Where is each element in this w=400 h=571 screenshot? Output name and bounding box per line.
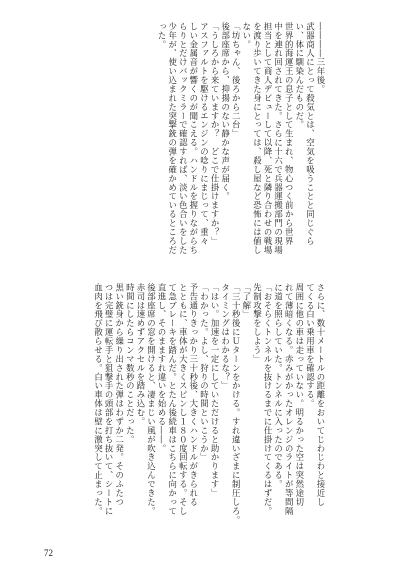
- text-line: さらに、数十メートルの距離をおいてじわじわと接近し: [316, 283, 326, 507]
- text-line: 「了解」: [241, 283, 252, 319]
- text-line: 後部座席の窓を開けると、凄まじい風が吹き込んできた。: [146, 283, 157, 516]
- text-line: つは完璧に運転手と狙撃手の頭部を打ち抜いて、シートに: [104, 283, 115, 516]
- text-line: 担当として商人デビューして以降、死と隣り合わせの戦場: [263, 22, 274, 255]
- text-line: った。: [157, 22, 168, 49]
- text-line: い、体に馴染んだものだ。: [294, 22, 305, 130]
- text-line: てくる白い乗用車を確認する。: [305, 283, 316, 409]
- text-line: 血肉を飛び散らせる。白い車体は壁に激突して止まった。: [93, 283, 104, 516]
- lower-text-block: [93, 283, 326, 531]
- text-line: 「はい。加速を一定にしていただけると助かります」: [210, 283, 221, 498]
- page-number: 72: [44, 548, 53, 558]
- text-line: 直進し、そのまますれ違いを始める――。: [157, 283, 168, 453]
- text-line: 「うしろから来ていますか？ どこで仕掛けますか？」: [210, 22, 221, 246]
- text-line: 赤司は速めずアクセルを踏み込む。: [135, 283, 146, 427]
- text-line: 予告通りきっかり三十秒後、大きくハンドルがきられる: [188, 283, 199, 507]
- text-line: 先制攻撃をしよう」: [252, 283, 263, 364]
- text-line: れて薄暗くなる。赤みがかったオレンジのライトが等間隔: [284, 283, 295, 516]
- text-line: ない。: [241, 22, 252, 49]
- text-line: 「わかった。よし、狩りの時間といこうか」: [199, 283, 210, 462]
- text-line: アスファルトを駆けるエンジンの唸りにまじって、重々: [199, 22, 210, 246]
- text-line: とともに、車体が大きくスピンし１８０度回転する。そし: [178, 283, 189, 516]
- upper-text-block: [157, 22, 327, 265]
- text-line: 中を連れ回されてきた。さらに十六で兵器運搬部門の現場: [273, 22, 284, 255]
- text-line: 後部座席から、抑揚のない静かな声が届く。: [220, 22, 231, 201]
- text-line: 世界的海運王の息子として生まれ、物心つく前から世界: [284, 22, 295, 246]
- text-line: に道を照らしていた。トンネルに入ったのである。: [273, 283, 284, 489]
- text-line: 時間にしたらコンマ数秒のことだった。: [125, 283, 136, 444]
- text-line: らりとだけバックミラーで確認すれば、淡い色合いをした: [178, 22, 189, 255]
- text-line: を渡り歩いてきた身にとっては、殺し屋など恐怖には値し: [252, 22, 263, 255]
- text-line: ――――三年後。: [316, 22, 326, 94]
- text-line: 周囲に他の車は走っていない。明るかった空は突然途切: [294, 283, 305, 507]
- text-line: 少年が、使い込まれた突撃銃の弾を確かめているところだ: [167, 22, 178, 255]
- text-line: 「三十秒後にＵターンをかける。すれ違いざまに制圧しろ。: [231, 283, 242, 525]
- text-line: て急ブレーキを踏んだ。とたん後続車はこちらに向かって: [167, 283, 178, 516]
- text-line: 「坊ちゃん、後ろから二台」: [231, 22, 242, 139]
- text-line: しい金属音が響くのが聞こえる。ハンドルを握りながらち: [188, 22, 199, 255]
- text-line: 「おそらくトンネルを抜けるまでに仕掛けてくるはずだ。: [263, 283, 274, 516]
- text-line: 黒い銃身から繰り出された弾はわずか二発。そのふたつ: [114, 283, 125, 507]
- text-line: タイミングはわかるな？」: [220, 283, 231, 391]
- text-line: 武器商人にとって殺気とは、空気を吸うことと同じぐら: [305, 22, 316, 246]
